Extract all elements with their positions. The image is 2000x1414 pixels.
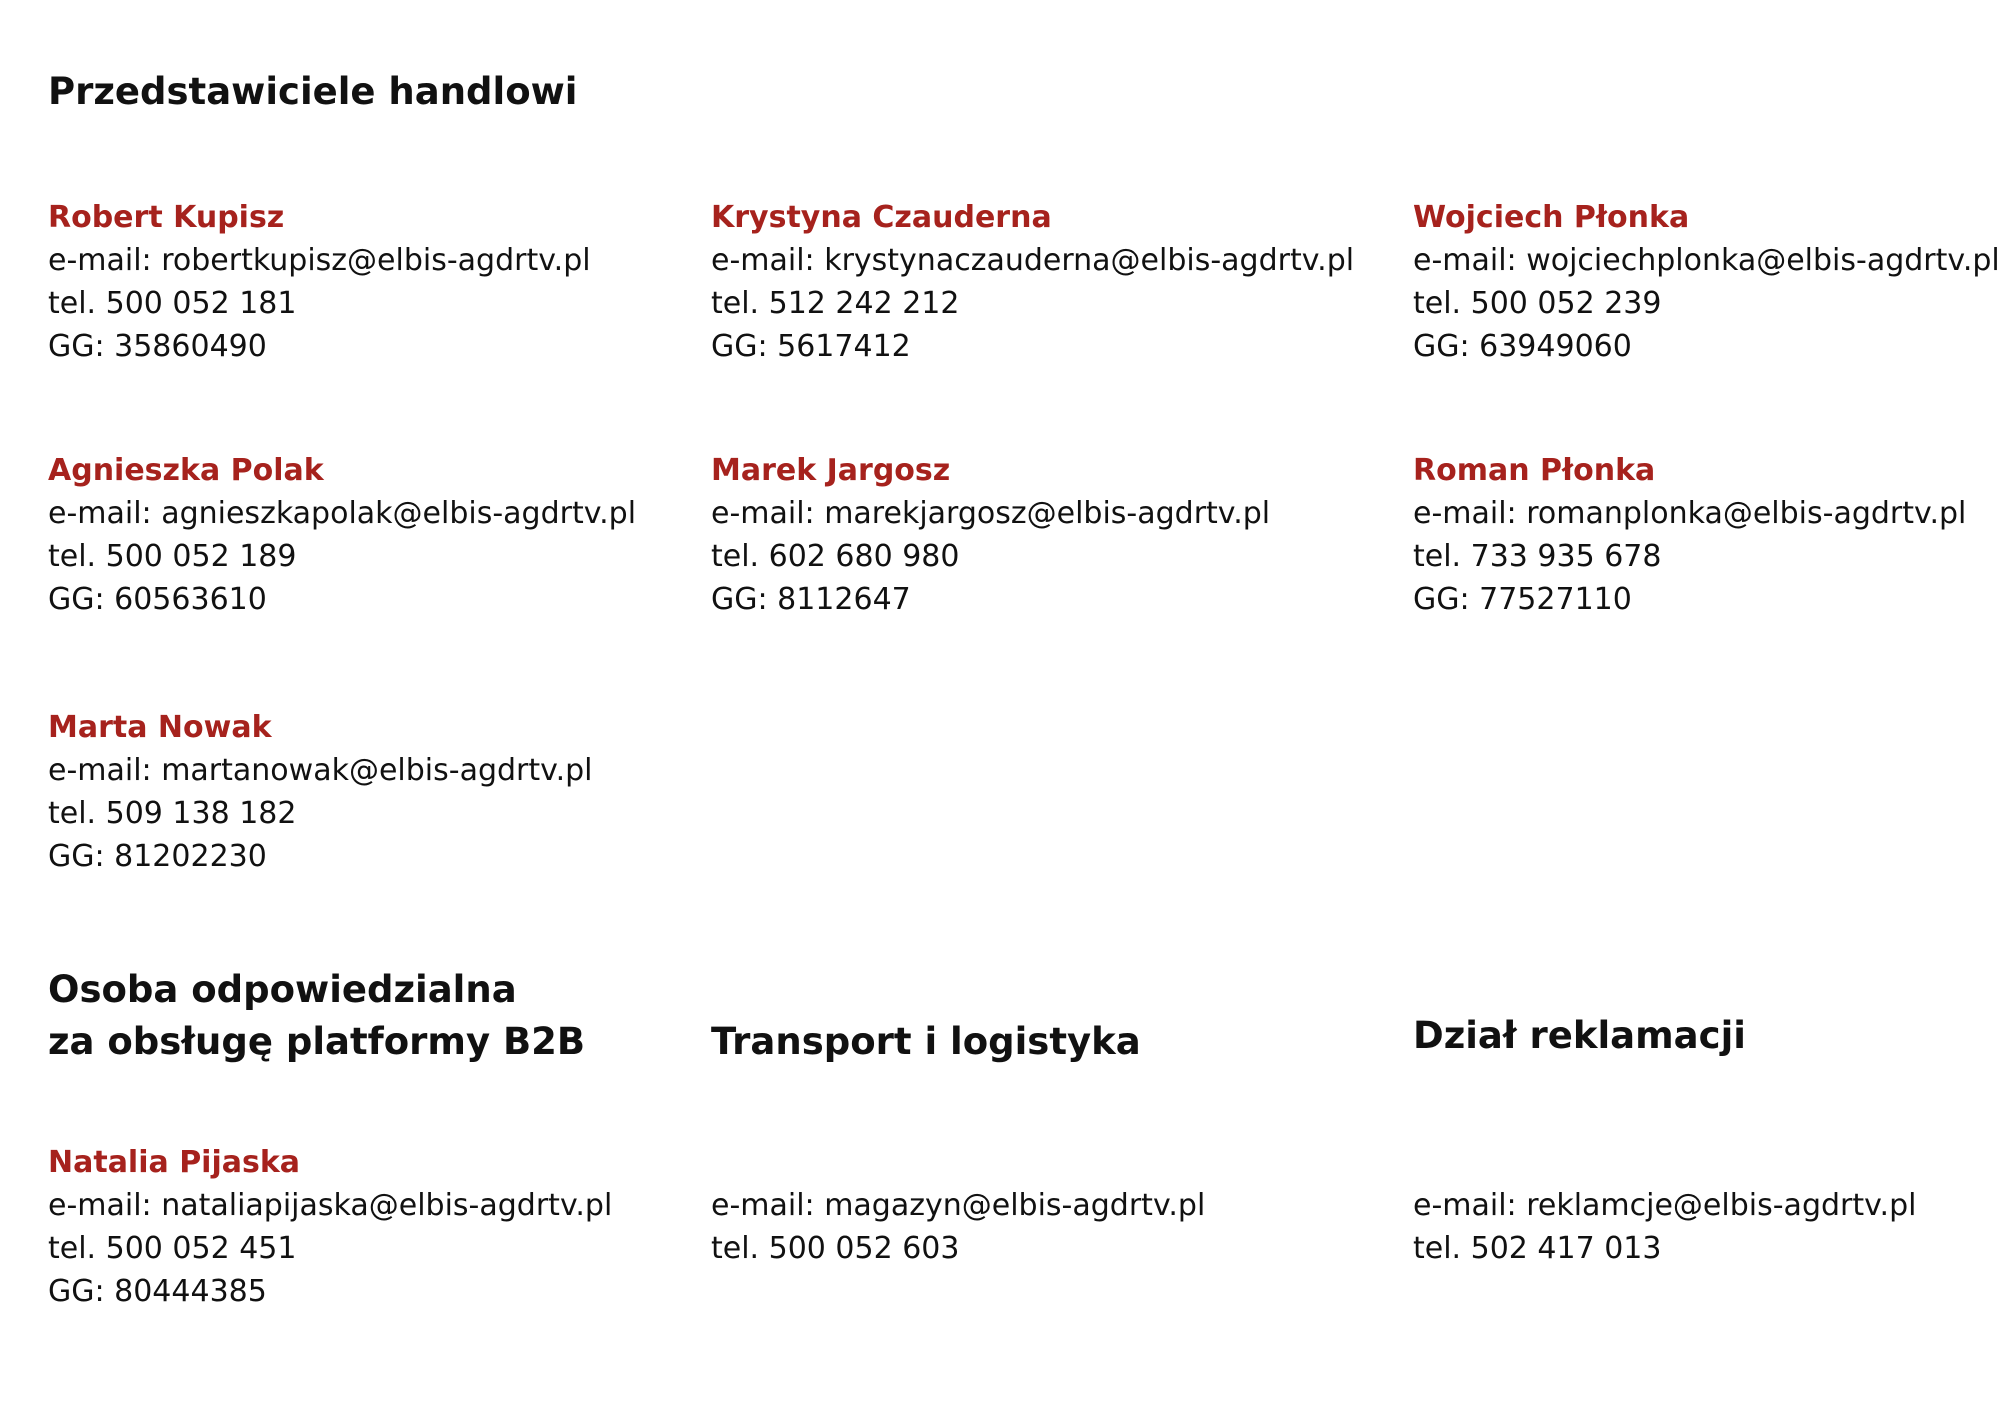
contact-card-natalia-pijaska — [48, 1141, 612, 1313]
contact-card-roman-plonka — [1413, 449, 1966, 621]
contact-gg: GG: 77527110 — [1413, 582, 1632, 617]
contact-gg: GG: 81202230 — [48, 839, 267, 874]
transport-heading: Transport i logistyka — [711, 1020, 1141, 1063]
contact-email-link[interactable]: e-mail: agnieszkapolak@elbis-agdrtv.pl — [48, 496, 637, 531]
contact-card-transport — [711, 1184, 1205, 1270]
contact-gg: GG: 80444385 — [48, 1274, 267, 1309]
contact-email-link[interactable]: e-mail: krystynaczauderna@elbis-agdrtv.pl — [711, 243, 1355, 278]
contact-phone: tel. 733 935 678 — [1413, 539, 1662, 574]
contact-phone: tel. 502 417 013 — [1413, 1231, 1662, 1266]
contact-gg: GG: 8112647 — [711, 582, 911, 617]
contact-name: Agnieszka Polak — [48, 453, 324, 488]
contact-phone: tel. 500 052 239 — [1413, 286, 1662, 321]
contact-phone: tel. 602 680 980 — [711, 539, 960, 574]
contact-email-link[interactable]: e-mail: robertkupisz@elbis-agdrtv.pl — [48, 243, 591, 278]
contact-card-krystyna-czauderna — [711, 196, 1354, 368]
contact-card-wojciech-plonka — [1413, 196, 2000, 368]
contact-name: Marta Nowak — [48, 710, 272, 745]
complaints-heading: Dział reklamacji — [1413, 1014, 1746, 1057]
contact-card-marta-nowak — [48, 706, 592, 878]
contact-name: Krystyna Czauderna — [711, 200, 1052, 235]
contact-card-robert-kupisz — [48, 196, 591, 368]
b2b-heading-line-2: za obsługę platformy B2B — [48, 1020, 586, 1063]
contact-email-link[interactable]: e-mail: romanplonka@elbis-agdrtv.pl — [1413, 496, 1967, 531]
b2b-heading-line-1: Osoba odpowiedzialna — [48, 968, 517, 1011]
contact-name: Roman Płonka — [1413, 453, 1656, 488]
contact-email-link[interactable]: e-mail: marekjargosz@elbis-agdrtv.pl — [711, 496, 1271, 531]
contact-email-link[interactable]: e-mail: nataliapijaska@elbis-agdrtv.pl — [48, 1188, 613, 1223]
contact-gg: GG: 60563610 — [48, 582, 267, 617]
contact-gg: GG: 63949060 — [1413, 329, 1632, 364]
contact-name: Natalia Pijaska — [48, 1145, 301, 1180]
contact-email-link[interactable]: e-mail: reklamcje@elbis-agdrtv.pl — [1413, 1188, 1917, 1223]
contact-phone: tel. 512 242 212 — [711, 286, 960, 321]
contact-card-agnieszka-polak — [48, 449, 636, 621]
contact-name: Wojciech Płonka — [1413, 200, 1690, 235]
contact-phone: tel. 509 138 182 — [48, 796, 297, 831]
contact-card-marek-jargosz — [711, 449, 1270, 621]
contact-email-link[interactable]: e-mail: wojciechplonka@elbis-agdrtv.pl — [1413, 243, 2000, 278]
contact-phone: tel. 500 052 603 — [711, 1231, 960, 1266]
b2b-heading — [48, 964, 585, 1068]
contact-gg: GG: 35860490 — [48, 329, 267, 364]
contact-name: Robert Kupisz — [48, 200, 285, 235]
contact-gg: GG: 5617412 — [711, 329, 911, 364]
contact-phone: tel. 500 052 181 — [48, 286, 297, 321]
contact-card-complaints — [1413, 1184, 1916, 1270]
contact-name: Marek Jargosz — [711, 453, 951, 488]
contact-phone: tel. 500 052 189 — [48, 539, 297, 574]
contact-email-link[interactable]: e-mail: magazyn@elbis-agdrtv.pl — [711, 1188, 1206, 1223]
contact-phone: tel. 500 052 451 — [48, 1231, 297, 1266]
sales-heading: Przedstawiciele handlowi — [48, 70, 578, 113]
contact-email-link[interactable]: e-mail: martanowak@elbis-agdrtv.pl — [48, 753, 593, 788]
